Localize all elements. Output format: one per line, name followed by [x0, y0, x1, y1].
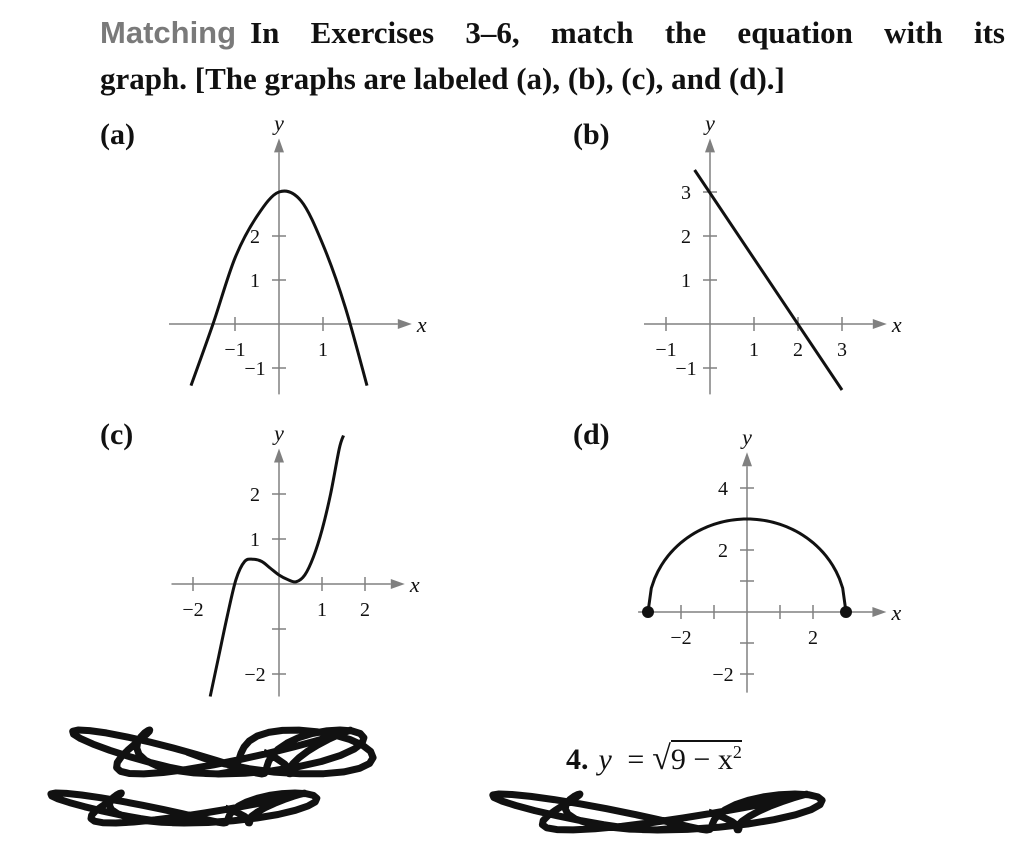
equation-number: 4. [566, 743, 589, 776]
y-tick-label-b: 3 [681, 182, 691, 204]
x-axis-label-a: x [416, 312, 427, 337]
y-axis-arrow-c [274, 449, 284, 463]
panel-label-a: (a) [100, 118, 135, 151]
x-tick-label-c: 2 [360, 599, 370, 621]
y-tick-label-c: 1 [250, 529, 260, 551]
equation-exponent: 2 [732, 742, 742, 762]
y-tick-label-b: 1 [681, 270, 691, 292]
x-tick-label-b: 1 [749, 339, 759, 361]
x-tick-label-c: −2 [182, 599, 204, 621]
x-axis-arrow-c [391, 579, 405, 589]
redaction-scribble-3 [493, 794, 822, 830]
x-axis-label-b: x [891, 312, 902, 337]
equation-equals: = [627, 743, 645, 776]
x-tick-label-d: 2 [808, 627, 818, 649]
equation-radicand: 9 − x [671, 740, 733, 776]
y-axis-label-c: y [274, 420, 284, 446]
header-line-2: graph. [The graphs are labeled (a), (b), (c), and (d).] [100, 61, 785, 96]
redaction-scribble-1 [73, 730, 373, 774]
x-tick-label-b: 3 [837, 339, 847, 361]
x-axis-arrow-a [398, 319, 412, 329]
x-tick-label-a: 1 [318, 339, 328, 361]
x-tick-label-d: −2 [670, 627, 692, 649]
y-tick-label-a: 1 [250, 270, 260, 292]
y-tick-label-c: −2 [244, 664, 266, 686]
x-axis-label-d: x [891, 600, 902, 625]
y-tick-label-c: 2 [250, 484, 260, 506]
y-axis-label-a: y [274, 110, 284, 136]
x-tick-label-b: 2 [793, 339, 803, 361]
x-axis-arrow-b [873, 319, 887, 329]
x-tick-label-b: −1 [655, 339, 677, 361]
y-axis-arrow-b [705, 138, 715, 152]
panel-label-c: (c) [100, 418, 134, 451]
y-tick-label-d: −2 [712, 664, 734, 686]
x-tick-label-a: −1 [224, 339, 246, 361]
panel-label-d: (d) [573, 418, 610, 451]
equation-lhs: y [598, 743, 612, 776]
x-axis-arrow-d [872, 607, 886, 617]
y-tick-label-a: 2 [250, 226, 260, 248]
y-tick-label-a: −1 [244, 358, 266, 380]
curve-c [210, 436, 343, 697]
header-text-1: In Exercises 3–6, match the equation with its [250, 15, 1005, 50]
y-axis-arrow-a [274, 138, 284, 152]
y-tick-label-d: 2 [718, 540, 728, 562]
y-tick-label-b: 2 [681, 226, 691, 248]
endpoint-right-d [840, 606, 852, 618]
y-tick-label-d: 4 [718, 478, 728, 500]
x-axis-label-c: x [409, 572, 420, 597]
redaction-scribble-2 [51, 793, 317, 823]
equation-4 [566, 740, 742, 778]
y-axis-arrow-d [742, 452, 752, 466]
y-axis-label-b: y [705, 110, 715, 136]
panel-label-b: (b) [573, 118, 610, 151]
y-tick-label-b: −1 [675, 358, 697, 380]
y-axis-label-d: y [742, 424, 752, 450]
endpoint-left-d [642, 606, 654, 618]
x-tick-label-c: 1 [317, 599, 327, 621]
matching-keyword: Matching [100, 15, 237, 50]
sqrt-sign: √ [652, 740, 671, 777]
